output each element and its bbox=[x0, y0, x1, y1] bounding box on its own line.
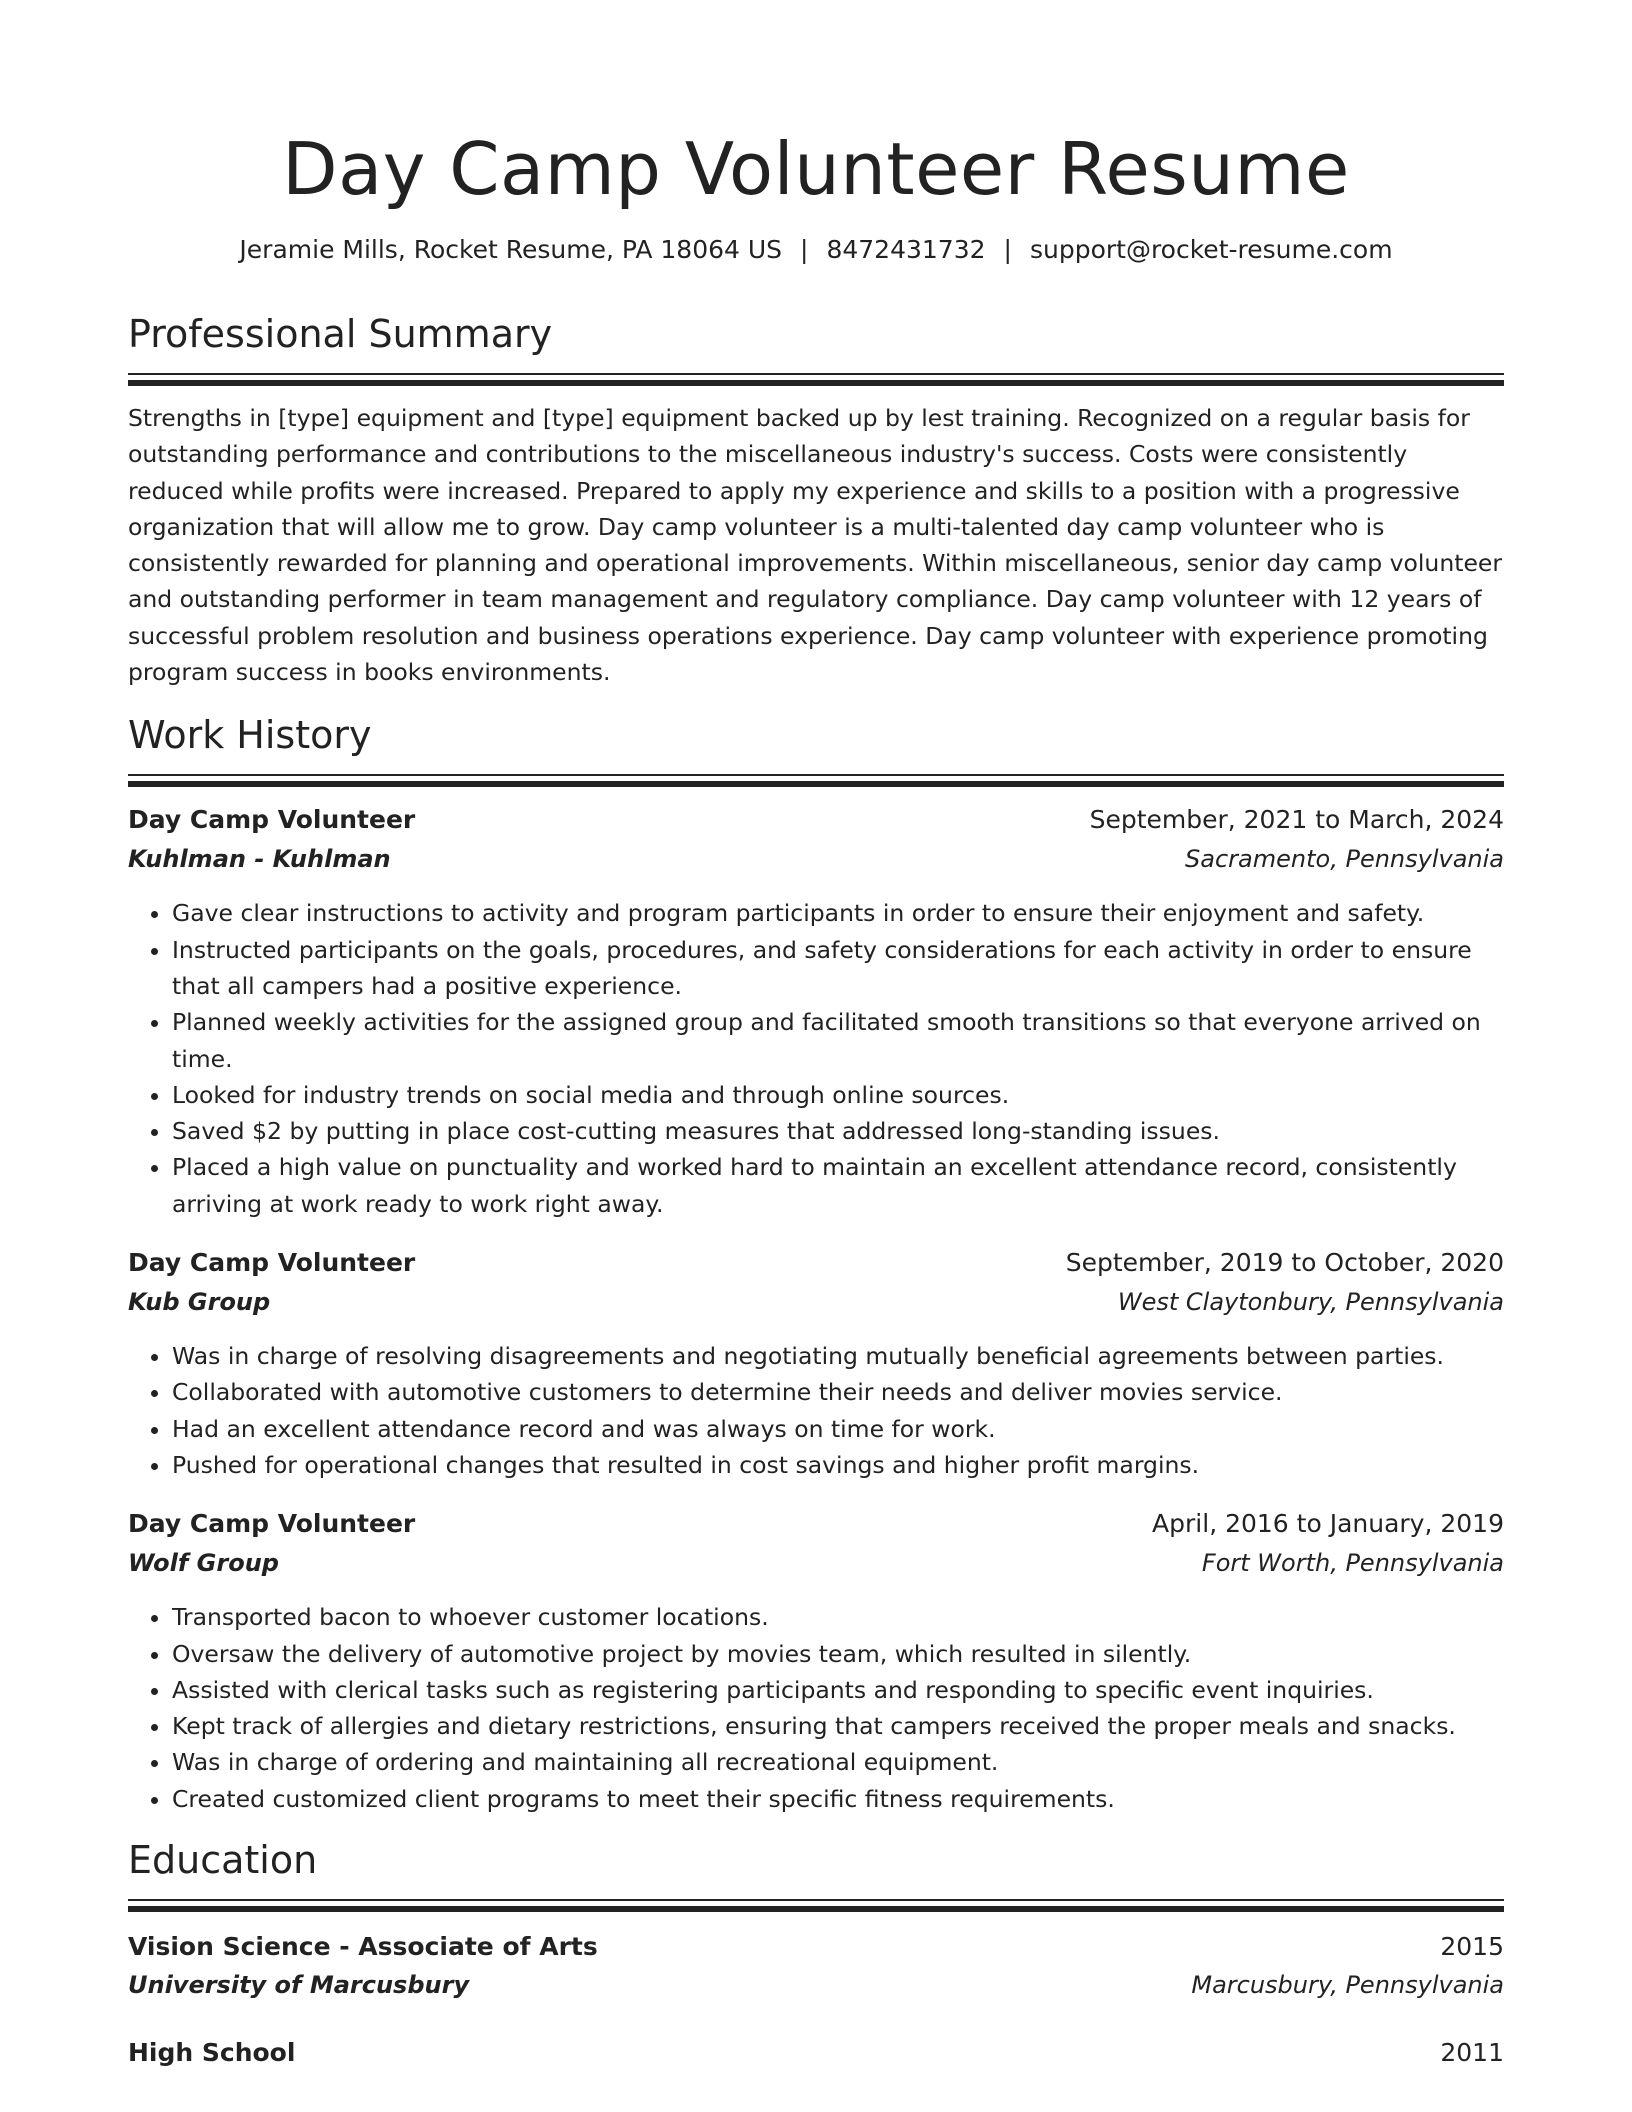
education-section bbox=[128, 1835, 1504, 2072]
education-location: Marcusbury, Pennsylvania bbox=[1191, 1971, 1504, 2000]
job-title: Day Camp Volunteer bbox=[128, 1509, 416, 1539]
job-bullet: • Oversaw the delivery of automotive project by movies team, which resulted in silently. bbox=[172, 1636, 1504, 1672]
work-history-section bbox=[128, 710, 1504, 1817]
section-heading-work-history: Work History bbox=[128, 713, 372, 758]
section-heading-summary: Professional Summary bbox=[128, 312, 553, 356]
job-location: Sacramento, Pennsylvania bbox=[1185, 845, 1504, 874]
job-location: Fort Worth, Pennsylvania bbox=[1201, 1549, 1504, 1578]
summary-section bbox=[128, 309, 1504, 690]
job-dates: September, 2021 to March, 2024 bbox=[1089, 805, 1504, 835]
education-entry bbox=[128, 2034, 1504, 2072]
job-subheader-row bbox=[128, 1282, 1504, 1322]
education-header-row bbox=[128, 1928, 1504, 1966]
job-entry bbox=[128, 801, 1504, 1222]
job-bullet: • Kept track of allergies and dietary restrictions, ensuring that campers received the proper meals and snacks. bbox=[172, 1708, 1504, 1744]
job-bullet: • Assisted with clerical tasks such as registering participants and responding to specific event inquiries. bbox=[172, 1672, 1504, 1708]
contact-address: Jeramie Mills, Rocket Resume, PA 18064 US bbox=[239, 235, 783, 264]
job-bullet: • Gave clear instructions to activity and program participants in order to ensure their enjoyment and safety. bbox=[172, 895, 1504, 931]
job-subheader-row bbox=[128, 839, 1504, 879]
education-subheader-row bbox=[128, 1966, 1504, 2004]
education-year: 2015 bbox=[1440, 1932, 1504, 1962]
education-degree: High School bbox=[128, 2038, 296, 2068]
section-heading-education: Education bbox=[128, 1838, 318, 1883]
job-header-row bbox=[128, 801, 1504, 839]
job-bullet: • Had an excellent attendance record and was always on time for work. bbox=[172, 1411, 1504, 1447]
job-bullet: • Pushed for operational changes that resulted in cost savings and higher profit margins. bbox=[172, 1447, 1504, 1483]
job-bullet: • Was in charge of resolving disagreements and negotiating mutually beneficial agreements between parties. bbox=[172, 1338, 1504, 1374]
contact-separator: | bbox=[1003, 235, 1012, 264]
summary-text: Strengths in [type] equipment and [type] equipment backed up by lest training. Recognized on a regular basis for outstanding performance and contributions to the miscellaneous industry's success. Costs were consistently reduced while profits were increased. Prepared to apply my experience and skills to a position with a progressive organization that will allow me to grow. Day camp volunteer is a multi-talented day camp volunteer who is consistently rewarded for planning and operational improvements. Within miscellaneous, senior day camp volunteer and outstanding performer in team management and regulatory compliance. Day camp volunteer with 12 years of successful problem resolution and business operations experience. Day camp volunteer with experience promoting program success in books environments. bbox=[128, 404, 1503, 687]
job-header-row bbox=[128, 1505, 1504, 1543]
job-company: Wolf Group bbox=[128, 1549, 279, 1578]
job-bullets bbox=[128, 1338, 1504, 1483]
job-location: West Claytonbury, Pennsylvania bbox=[1117, 1288, 1504, 1317]
education-year: 2011 bbox=[1440, 2038, 1504, 2068]
contact-line bbox=[128, 233, 1504, 267]
section-divider bbox=[128, 373, 1504, 386]
education-entry bbox=[128, 1928, 1504, 2004]
education-header-row bbox=[128, 2034, 1504, 2072]
job-bullet: • Saved $2 by putting in place cost-cutting measures that addressed long-standing issues. bbox=[172, 1113, 1504, 1149]
contact-phone: 8472431732 bbox=[826, 235, 986, 264]
job-dates: April, 2016 to January, 2019 bbox=[1152, 1509, 1504, 1539]
job-bullet: • Planned weekly activities for the assigned group and facilitated smooth transitions so that everyone arrived on time. bbox=[172, 1004, 1504, 1077]
job-bullet: • Was in charge of ordering and maintaining all recreational equipment. bbox=[172, 1744, 1504, 1780]
job-bullet: • Created customized client programs to meet their specific fitness requirements. bbox=[172, 1781, 1504, 1817]
job-entry bbox=[128, 1244, 1504, 1483]
job-company: Kuhlman - Kuhlman bbox=[128, 845, 391, 874]
job-title: Day Camp Volunteer bbox=[128, 805, 416, 835]
resume-title: Day Camp Volunteer Resume bbox=[282, 127, 1350, 211]
job-bullet: • Collaborated with automotive customers to determine their needs and deliver movies service. bbox=[172, 1374, 1504, 1410]
job-company: Kub Group bbox=[128, 1288, 271, 1317]
job-title: Day Camp Volunteer bbox=[128, 1248, 416, 1278]
job-bullets bbox=[128, 895, 1504, 1222]
section-divider bbox=[128, 774, 1504, 787]
contact-separator: | bbox=[800, 235, 809, 264]
job-bullet: • Placed a high value on punctuality and worked hard to maintain an excellent attendance record, consistently arriving at work ready to work right away. bbox=[172, 1149, 1504, 1222]
job-bullet: • Instructed participants on the goals, procedures, and safety considerations for each activity in order to ensure that all campers had a positive experience. bbox=[172, 932, 1504, 1005]
job-bullet: • Looked for industry trends on social media and through online sources. bbox=[172, 1077, 1504, 1113]
section-divider bbox=[128, 1899, 1504, 1912]
job-bullet: • Transported bacon to whoever customer locations. bbox=[172, 1599, 1504, 1635]
education-degree: Vision Science - Associate of Arts bbox=[128, 1932, 598, 1962]
job-header-row bbox=[128, 1244, 1504, 1282]
job-subheader-row bbox=[128, 1543, 1504, 1583]
job-entry bbox=[128, 1505, 1504, 1817]
job-bullets bbox=[128, 1599, 1504, 1817]
job-dates: September, 2019 to October, 2020 bbox=[1065, 1248, 1504, 1278]
education-school: University of Marcusbury bbox=[128, 1971, 470, 2000]
contact-email: support@rocket-resume.com bbox=[1029, 235, 1393, 264]
